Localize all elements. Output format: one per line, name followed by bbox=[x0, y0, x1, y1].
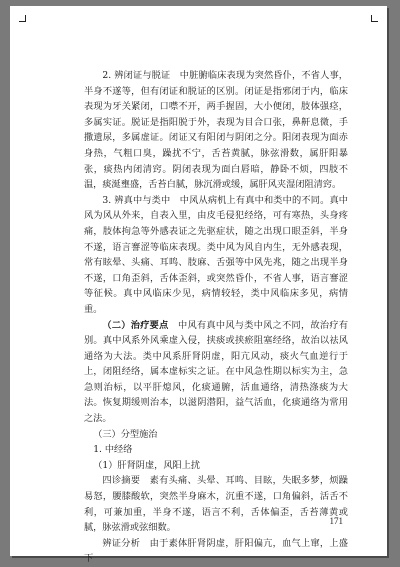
section-label-treatment: （二）治疗要点 bbox=[102, 319, 179, 331]
paragraph-diagnosis-summary: 四诊摘要 素有头痛、头晕、耳鸣、目眩，失眠多梦，烦躁易怒，腰膝酸软，突然半身麻木，沉重不遂，口角偏斜，活舌不利，可兼加重，半身不遂，语言不利，舌体偏歪，舌苔薄黄或腻，脉弦滑或弦细数。 bbox=[84, 475, 348, 534]
page-body bbox=[84, 68, 348, 567]
treatment-text: 中风有真中风与类中风之不同，故治疗有别。真中风系外风乘虚入侵，挟痰或挟瘀阻塞经络，故治以祛风通络为大法。类中风系肝肾阴虚，阳亢风动，痰火气血逆行于上，闭阻经络，属本虚标实之证。在中风急性期以标实为主，急急则治标，以平肝熄风，化痰通腑，活血通络，清热涤痰为大法。恢复期缓则治本，以滋阴潜阳，益气活血，化痰通络为常用之法。 bbox=[84, 319, 349, 425]
page-number: 171 bbox=[329, 516, 343, 526]
subheading-meridian: 1. 中经络 bbox=[93, 444, 133, 456]
subheading-liver-kidney: （1）肝肾阴虚，风阳上扰 bbox=[93, 459, 201, 471]
paragraph-treatment-points bbox=[84, 318, 348, 427]
paragraph-true-vs-similar-stroke: 3. 辨真中与类中 中风从病机上有真中和类中的不同。真中风为风从外来，自表入里，由皮毛侵犯经络，可有寒热，头身疼痛，肢体拘急等外感表证之先驱症状，随之出现口眼歪斜，半身不遂，语言謇涩等临床表现。类中风为风自内生，无外感表现，常有眩晕、头痛、耳鸣、肢麻、舌强等中风先兆，随之出现半身不遂，口角歪斜，舌体歪斜，或突然昏仆，不省人事，语言謇涩等征候。真中风临床少见，病情较轻，类中风临床多见，病情重。 bbox=[84, 194, 348, 315]
section-heading-typing: （三）分型施治 bbox=[93, 428, 158, 440]
paragraph-syndrome-analysis: 辨证分析 由于素体肝肾阴虚，肝阳偏亢，血气上窜，上盛下 bbox=[84, 537, 348, 565]
crop-mark-top-left bbox=[19, 15, 26, 22]
crop-mark-top-right bbox=[371, 15, 378, 22]
paragraph-closed-vs-collapse: 2. 辨闭证与脱证 中脏腑临床表现为突然昏仆，不省人事，半身不遂等，但有闭证和脱证的区别。闭证是指邪闭于内，临床表现为牙关紧闭，口噤不开，两手握固，大小便闭，肢体强痉，多属实证。脱证是指阳脱于外，表现为目合口张，鼻鼾息微，手撒遗尿，多属虚证。闭证又有阳闭与阴闭之分。阳闭表现为面赤身热，气粗口臭，躁扰不宁，舌苔黄腻，脉弦滑数，属肝阳暴张，痰热内闭清窍。阴闭表现为面白唇暗，静卧不烦，四肢不温，痰涎壅盛，舌苔白腻，脉沉滑或缓，属肝风夹湿闭阻清窍。 bbox=[84, 70, 348, 191]
document-page bbox=[10, 6, 387, 565]
